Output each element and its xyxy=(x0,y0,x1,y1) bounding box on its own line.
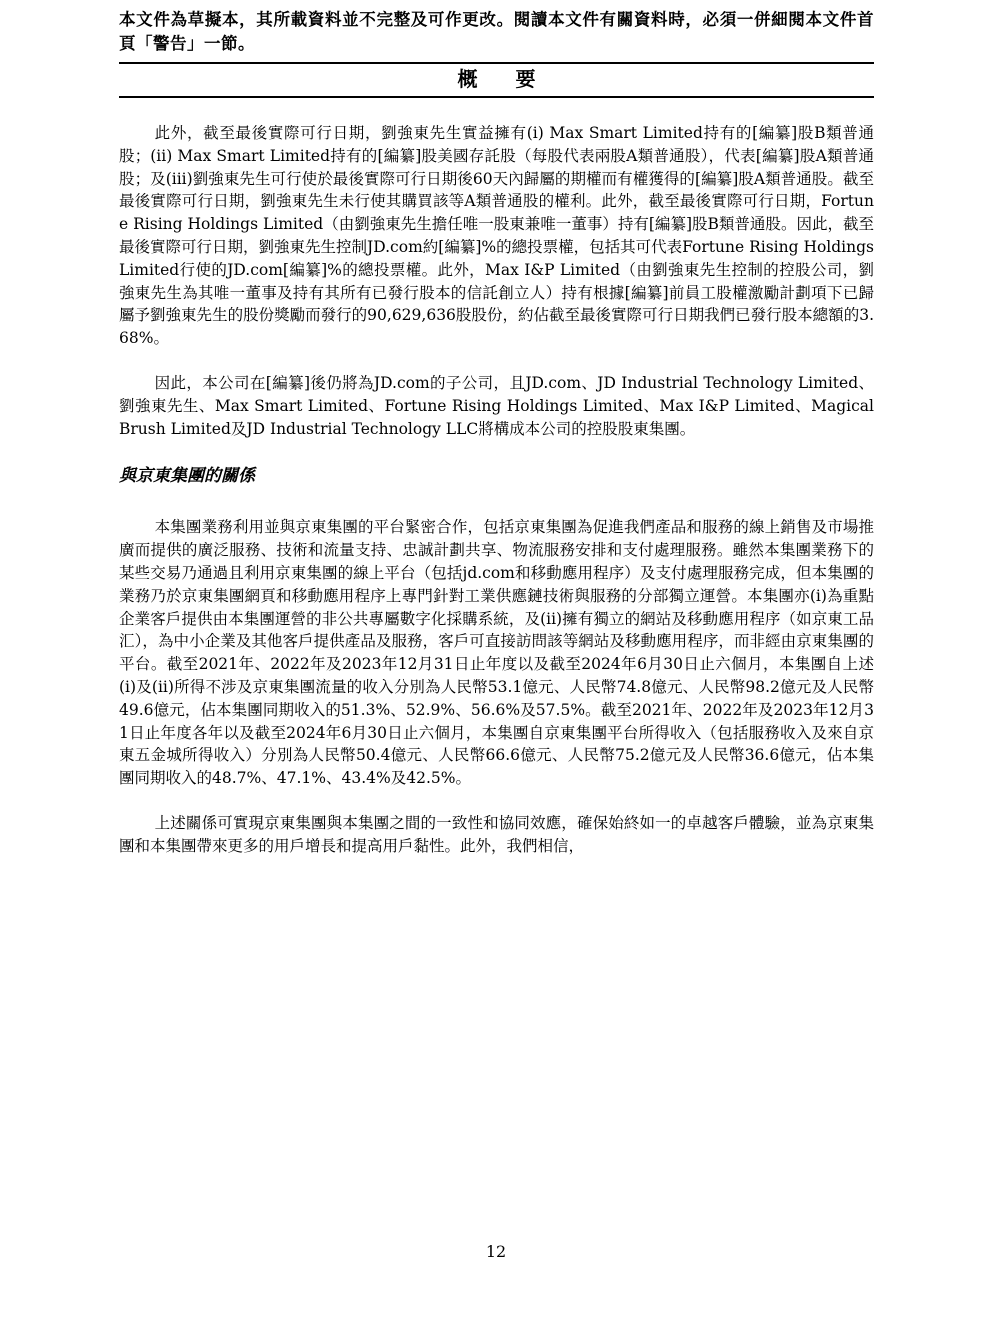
paragraph-jd-platform: 本集團業務利用並與京東集團的平台緊密合作，包括京東集團為促進我們產品和服務的線上銷售及市場推廣而提供的廣泛服務、技術和流量支持、忠誠計劃共享、物流服務安排和支付處理服務。雖然本集團業務下的某些交易乃通過且利用京東集團的線上平台（包括jd.com和移動應用程序）及支付處理服務完成，但本集團的業務乃於京東集團網頁和移動應用程序上專門針對工業供應鏈技術與服務的分部獨立運營。本集團亦(i)為重點企業客戶提供由本集團運營的非公共專屬數字化採購系統，及(ii)擁有獨立的網站及移動應用程序（如京東工品汇），為中小企業及其他客戶提供產品及服務，客戶可直接訪問該等網站及移動應用程序，而非經由京東集團的平台。截至2021年、2022年及2023年12月31日止年度以及截至2024年6月30日止六個月，本集團自上述(i)及(ii)所得不涉及京東集團流量的收入分別為人民幣53.1億元、人民幣74.8億元、人民幣98.2億元及人民幣49.6億元，佔本集團同期收入的51.3%、52.9%、56.6%及57.5%。截至2021年、2022年及2023年12月31日止年度各年以及截至2024年6月30日止六個月，本集團自京東集團平台所得收入（包括服務收入及來自京東五金城所得收入）分別為人民幣50.4億元、人民幣66.6億元、人民幣75.2億元及人民幣36.6億元，佔本集團同期收入的48.7%、47.1%、43.4%及42.5%。 xyxy=(119,518,874,788)
paragraph-synergy: 上述關係可實現京東集團與本集團之間的一致性和協同效應，確保始終如一的卓越客戶體驗，並為京東集團和本集團帶來更多的用戶增長和提高用戶黏性。此外，我們相信， xyxy=(119,813,874,855)
header-rule-bottom xyxy=(119,96,874,98)
document-page xyxy=(119,8,874,858)
draft-warning: 本文件為草擬本，其所載資料並不完整及可作更改。閱讀本文件有關資料時，必須一併細閱本文件首頁「警告」一節。 xyxy=(119,10,874,53)
paragraph-controlling-interest: 此外，截至最後實際可行日期，劉強東先生實益擁有(i) Max Smart Limited持有的[編纂]股B類普通股；(ii) Max Smart Limited持有的[編纂]股美國存託股（每股代表兩股A類普通股），代表[編纂]股A類普通股；及(iii)劉強東先生可行使於最後實際可行日期後60天內歸屬的期權而有權獲得的[編纂]股A類普通股。截至最後實際可行日期，劉強東先生未行使其購買該等A類普通股的權利。此外，截至最後實際可行日期，Fortune Rising Holdings Limited（由劉強東先生擔任唯一股東兼唯一董事）持有[編纂]股B類普通股。因此，截至最後實際可行日期，劉強東先生控制JD.com約[編纂]%的總投票權，包括其可代表Fortune Rising Holdings Limited行使的JD.com[編纂]%的總投票權。此外，Max I&P Limited（由劉強東先生控制的控股公司，劉強東先生為其唯一董事及持有其所有已發行股本的信託創立人）持有根據[編纂]前員工股權激勵計劃項下已歸屬予劉強東先生的股份獎勵而發行的90,629,636股股份，約佔截至最後實際可行日期我們已發行股本總額的3.68%。 xyxy=(119,124,874,348)
paragraph-controlling-shareholders: 因此，本公司在[編纂]後仍將為JD.com的子公司，且JD.com、JD Industrial Technology Limited、劉強東先生、Max Smart Limited、Fortune Rising Holdings Limited、Max I&P Limited、Magical Brush Limited及JD Industrial Technology LLC將構成本公司的控股股東集團。 xyxy=(119,373,874,438)
subheading-jd-relationship: 與京東集團的關係 xyxy=(119,466,255,487)
section-title: 概要 xyxy=(457,67,574,91)
page-number: 12 xyxy=(485,1242,507,1261)
